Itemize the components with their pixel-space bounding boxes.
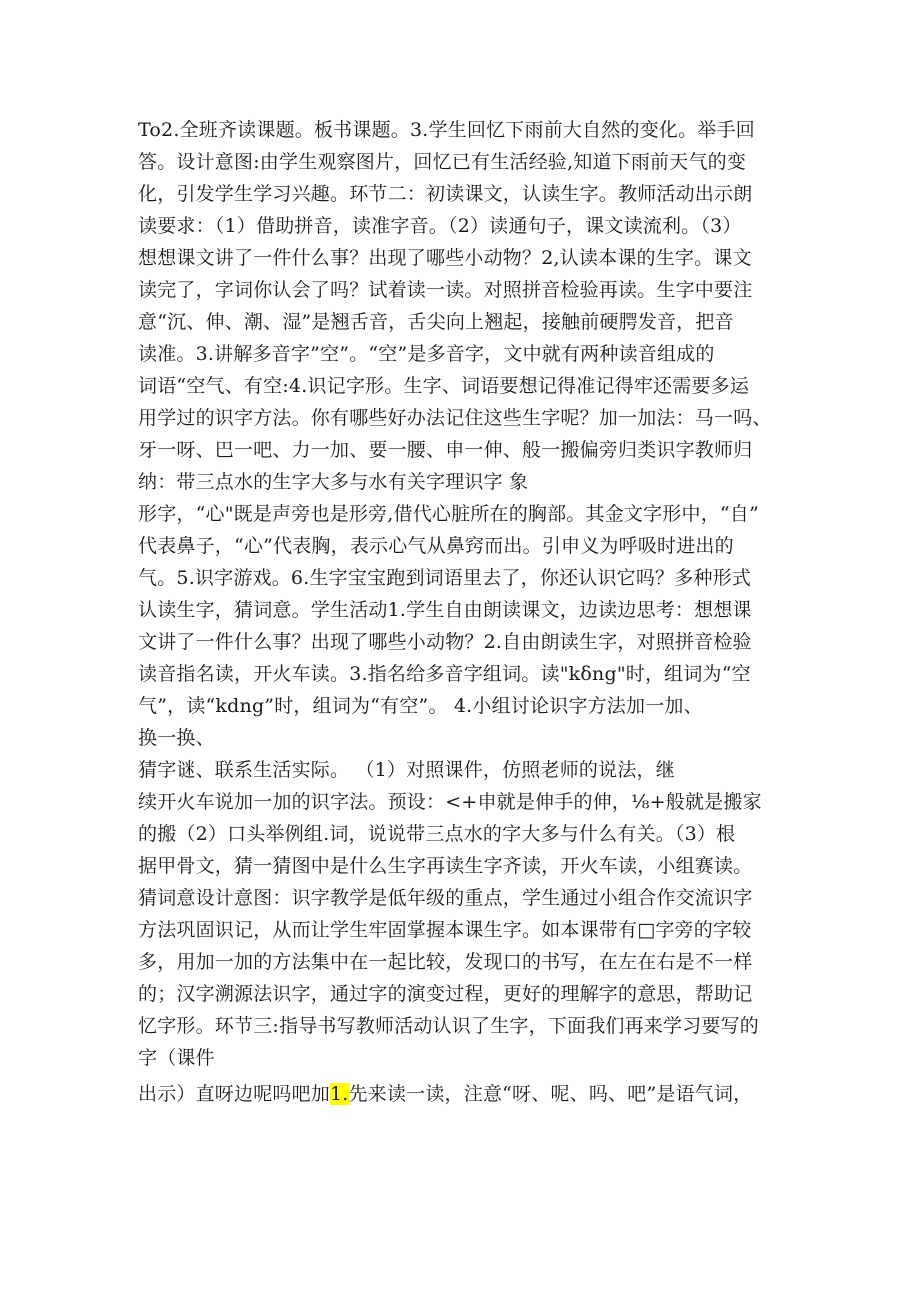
text-line: 读完了，字词你认会了吗？试着读一读。对照拼音检验再读。生字中要注 [138, 279, 753, 301]
text-line: 纳：带三点水的生字大多与水有关字理识字 象 [138, 471, 529, 493]
text-line: 字（课件 [138, 1047, 215, 1069]
highlighted-text: 1. [330, 1083, 349, 1105]
text-segment: 先来读一读，注意“呀、呢、吗、吧”是语气词， [348, 1083, 753, 1105]
text-line: 据甲骨文，猜一猜图中是什么生字再读生字齐读，开火车读，小组赛读。 [138, 855, 753, 877]
text-line: 换一换、 [138, 727, 215, 749]
text-line: 认读生字，猜词意。学生活动1.学生自由朗读课文，边读边思考：想想课 [138, 599, 752, 621]
text-line: 词语“空气、有空:4.识记字形。生字、词语要想记得准记得牢还需要多运 [138, 375, 750, 397]
text-line: 忆字形。环节三:指导书写教师活动认识了生字，下面我们再来学习要写的 [138, 1015, 760, 1037]
text-line: 形字，“心"既是声旁也是形旁,借代心脏所在的胸部。其金文字形中，“自” [138, 503, 759, 525]
text-line: 化，引发学生学习兴趣。环节二：初读课文，认读生字。教师活动出示朗 [138, 183, 753, 205]
text-line: 读准。3.讲解多音字”空”。“空”是多音字，文中就有两种读音组成的 [138, 343, 715, 365]
text-line: 用学过的识字方法。你有哪些好办法记住这些生字呢？加一加法：马一吗、 [138, 407, 772, 429]
text-line: 续开火车说加一加的识字法。预设：<+申就是伸手的伸，⅛+般就是搬家 [138, 791, 762, 813]
text-line: 读要求：（1）借助拼音，读准字音。（2）读通句子，课文读流利。（3） [138, 215, 742, 237]
text-line: 方法巩固识记，从而让学生牢固掌握本课生字。如本课带有□字旁的字较 [138, 919, 752, 941]
text-line: 多，用加一加的方法集中在一起比较，发现口的书写，在左在右是不一样 [138, 951, 753, 973]
text-line: 的；汉字溯源法识字，通过字的演变过程，更好的理解字的意思，帮助记 [138, 983, 753, 1005]
text-line: 意“沉、伸、潮、湿”是翘舌音，舌尖向上翘起，接触前硬腭发音，把音 [138, 311, 734, 333]
text-line: 答。设计意图:由学生观察图片，回忆已有生活经验,知道下雨前天气的变 [138, 151, 747, 173]
text-line: 牙一呀、巴一吧、力一加、要一腰、申一伸、般一搬偏旁归类识字教师归 [138, 439, 753, 461]
text-line: 读音指名读，开火车读。3.指名给多音字组词。读"kδng"时，组词为“空 [138, 663, 751, 685]
text-line: 气。5.识字游戏。6.生字宝宝跑到词语里去了，你还认识它吗？多种形式 [138, 567, 752, 589]
text-line: 想想课文讲了一件什么事？出现了哪些小动物？2,认读本课的生字。课文 [138, 247, 752, 269]
text-line: 猜词意设计意图：识字教学是低年级的重点，学生通过小组合作交流识字 [138, 887, 753, 909]
text-line-last [138, 1081, 798, 1107]
text-line: 气”，读“kdng”时，组词为“有空”。 4.小组讨论识字方法加一加、 [138, 695, 703, 717]
text-line: 猜字谜、联系生活实际。 （1）对照课件，仿照老师的说法，继 [138, 759, 675, 781]
text-line: 文讲了一件什么事？出现了哪些小动物？2.自由朗读生字，对照拼音检验 [138, 631, 752, 653]
text-line: 代表鼻子，“心”代表胸，表示心气从鼻窍而出。引申义为呼吸时进出的 [138, 535, 734, 557]
text-line: To2.全班齐读课题。板书课题。3.学生回忆下雨前大自然的变化。举手回 [138, 119, 755, 141]
text-segment: 出示）直呀边呢吗吧加 [138, 1083, 331, 1105]
text-line: 的搬（2）口头举例组.词，说说带三点水的字大多与什么有关。（3）根 [138, 823, 736, 845]
